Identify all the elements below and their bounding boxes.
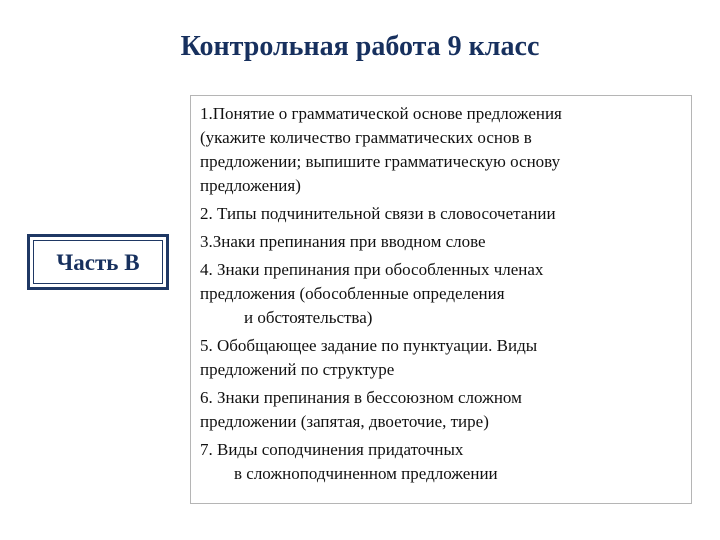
task-1-line-2: (укажите количество грамматических основ в — [200, 128, 532, 147]
task-4-line-3: и обстоятельства) — [244, 308, 373, 327]
task-6-line-2: предложении (запятая, двоеточие, тире) — [200, 412, 489, 431]
task-item-6 — [200, 386, 681, 434]
task-1-line-3: предложении; выпишите грамматическую основу — [200, 152, 561, 171]
part-b-label: Часть В — [56, 249, 140, 275]
task-item-5 — [200, 334, 681, 382]
task-2-line-1: 2. Типы подчинительной связи в словосочетании — [200, 204, 556, 223]
task-4-line-1: 4. Знаки препинания при обособленных членах — [200, 260, 544, 279]
task-item-1 — [200, 102, 681, 198]
task-list — [200, 102, 681, 486]
task-5-line-1: 5. Обобщающее задание по пунктуации. Виды — [200, 336, 538, 355]
task-list-panel — [190, 95, 692, 504]
task-1-line-1: 1.Понятие о грамматической основе предложения — [200, 104, 562, 123]
task-item-2 — [200, 202, 681, 226]
part-b-box — [27, 234, 169, 290]
task-4-line-2: предложения (обособленные определения — [200, 284, 505, 303]
task-item-4 — [200, 258, 681, 330]
task-6-line-1: 6. Знаки препинания в бессоюзном сложном — [200, 388, 522, 407]
task-7-line-2: в сложноподчиненном предложении — [234, 464, 498, 483]
task-5-line-2: предложений по структуре — [200, 360, 395, 379]
slide-title: Контрольная работа 9 класс — [180, 31, 540, 62]
task-7-line-1: 7. Виды соподчинения придаточных — [200, 440, 464, 459]
task-item-3 — [200, 230, 681, 254]
task-item-7 — [200, 438, 681, 486]
task-3-line-1: 3.Знаки препинания при вводном слове — [200, 232, 486, 251]
task-1-line-4: предложения) — [200, 176, 301, 195]
